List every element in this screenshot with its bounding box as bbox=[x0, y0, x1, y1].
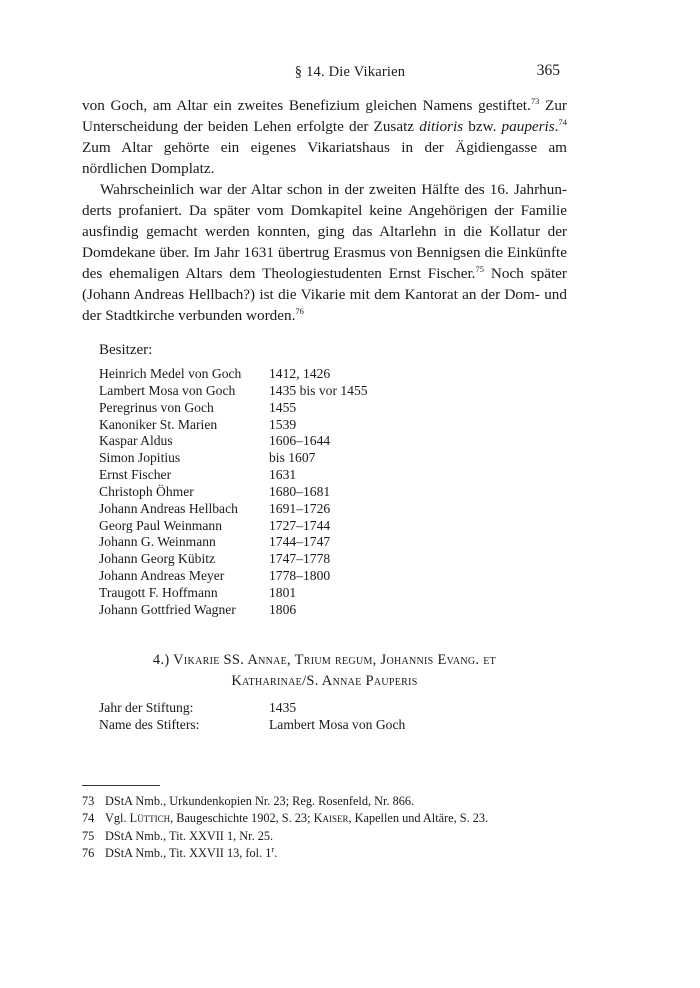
holder-name: Johann Georg Kübitz bbox=[99, 551, 216, 567]
holder-years: 1606–1644 bbox=[269, 433, 331, 449]
author-name: Lüttich bbox=[129, 811, 171, 826]
holder-years: 1727–1744 bbox=[269, 517, 331, 533]
holder-row bbox=[99, 568, 559, 585]
text-run: . bbox=[554, 118, 559, 135]
text-run: Wahrscheinlich war der Altar schon in der zweiten Hälfte des 16. Jahrhunderts profaniert. Da später vom Domkapitel keine Angehörigen der Familie ausfindig gemacht werden konnten, ging das Altarlehn in die Kollatur der Domdekane über. Im Jahr 1631 übertrug Erasmus von Bennigsen die Einkünfte des ehemaligen Altars dem Theologiestudenten Ernst Fischer. bbox=[82, 181, 567, 282]
holder-row bbox=[99, 518, 559, 535]
holder-name: Traugott F. Hoffmann bbox=[99, 584, 218, 600]
text-run: bzw. bbox=[463, 118, 502, 135]
footnote-75 bbox=[82, 828, 567, 845]
foundation-info bbox=[99, 700, 559, 734]
footnote-73 bbox=[82, 793, 567, 810]
holder-row bbox=[99, 400, 559, 417]
holder-years: 1631 bbox=[269, 467, 297, 483]
info-row-founder bbox=[99, 717, 559, 734]
info-value: Lambert Mosa von Goch bbox=[269, 716, 406, 732]
text-run: Zur Unterscheidung der beiden Lehen erfolgte der Zusatz bbox=[82, 97, 567, 135]
holder-row bbox=[99, 484, 559, 501]
holder-name: Lambert Mosa von Goch bbox=[99, 382, 236, 398]
footnote-ref-75[interactable]: 75 bbox=[475, 263, 484, 274]
info-label: Jahr der Stiftung: bbox=[99, 700, 194, 715]
holder-name: Christoph Öhmer bbox=[99, 483, 194, 499]
footnote-number: 76 bbox=[82, 846, 95, 861]
italic-term: pauperis bbox=[501, 118, 555, 135]
text-run: von Goch, am Altar ein zweites Benefizium gleichen Namens gestiftet. bbox=[82, 97, 531, 114]
holder-row bbox=[99, 417, 559, 434]
section-heading bbox=[82, 650, 567, 692]
holder-row bbox=[99, 467, 559, 484]
info-row-founding-year bbox=[99, 700, 559, 717]
page-number: 365 bbox=[536, 62, 560, 79]
footnote-text: DStA Nmb., Tit. XXVII 1, Nr. 25. bbox=[105, 828, 274, 843]
footnote-ref-76[interactable]: 76 bbox=[295, 305, 304, 316]
holder-name: Simon Jopitius bbox=[99, 450, 181, 466]
info-value: 1435 bbox=[269, 700, 297, 715]
italic-term: ditioris bbox=[419, 118, 464, 135]
paragraph-1 bbox=[82, 95, 567, 179]
holder-name: Kanoniker St. Marien bbox=[99, 416, 218, 432]
holder-row bbox=[99, 585, 559, 602]
footnote-number: 75 bbox=[82, 828, 95, 843]
holder-years: 1747–1778 bbox=[269, 551, 331, 567]
holder-years: 1806 bbox=[269, 601, 297, 617]
holder-years: 1412, 1426 bbox=[269, 366, 331, 381]
footnote-ref-73[interactable]: 73 bbox=[530, 95, 540, 106]
holder-years: 1801 bbox=[269, 584, 297, 600]
holder-row bbox=[99, 602, 559, 619]
footnote-divider bbox=[82, 785, 160, 786]
holder-years: 1691–1726 bbox=[269, 500, 331, 516]
holder-years: bis 1607 bbox=[269, 450, 316, 466]
holder-name: Johann Andreas Meyer bbox=[99, 568, 225, 584]
footnote-text: DStA Nmb., Urkundenkopien Nr. 23; Reg. Rosenfeld, Nr. 866. bbox=[105, 794, 415, 808]
holder-years: 1435 bis vor 1455 bbox=[269, 382, 368, 398]
holder-name: Johann Gottfried Wagner bbox=[99, 601, 236, 617]
holders-heading: Besitzer: bbox=[99, 342, 153, 358]
holder-years: 1455 bbox=[269, 399, 297, 415]
footnote-number: 73 bbox=[82, 794, 95, 808]
holder-name: Ernst Fischer bbox=[99, 467, 172, 483]
holder-row bbox=[99, 383, 559, 400]
footnote-76 bbox=[82, 845, 567, 862]
footnote-text: DStA Nmb., Tit. XXVII 13, fol. 1$^r$. bbox=[105, 844, 278, 861]
text-run: Noch später (Johann Andreas Hellbach?) ist die Vikarie mit dem Kantorat an der Dom- und der Stadtkirche verbunden worden. bbox=[82, 265, 567, 324]
holder-years: 1539 bbox=[269, 416, 297, 432]
holder-row bbox=[99, 534, 559, 551]
holder-name: Kaspar Aldus bbox=[99, 433, 173, 449]
holder-name: Heinrich Medel von Goch bbox=[99, 366, 242, 381]
footnote-text: Vgl. Lüttich, Baugeschichte 1902, S. 23; Kaiser, Kapellen und Altäre, S. 23. bbox=[105, 811, 489, 826]
text-run: Zum Altar gehörte ein eigenes Vikariatshaus in der Ägidiengasse am nördlichen Domplatz. bbox=[82, 139, 567, 177]
holder-row bbox=[99, 433, 559, 450]
paragraph-2 bbox=[82, 179, 567, 326]
holder-name: Georg Paul Weinmann bbox=[99, 517, 222, 533]
holder-years: 1744–1747 bbox=[269, 534, 331, 550]
holder-row bbox=[99, 366, 559, 383]
holder-years: 1680–1681 bbox=[269, 483, 331, 499]
holder-row bbox=[99, 450, 559, 467]
holder-years: 1778–1800 bbox=[269, 568, 331, 584]
section-heading-line-2: Katharinae/S. Annae Pauperis bbox=[231, 673, 418, 689]
running-header-title: § 14. Die Vikarien bbox=[294, 64, 406, 80]
author-name: Kaiser bbox=[313, 811, 349, 826]
holder-row bbox=[99, 551, 559, 568]
footnote-ref-74[interactable]: 74 bbox=[558, 116, 567, 127]
holder-row bbox=[99, 501, 559, 518]
holder-name: Johann G. Weinmann bbox=[99, 534, 216, 550]
footnotes bbox=[82, 793, 567, 863]
holder-name: Johann Andreas Hellbach bbox=[99, 500, 238, 516]
holders-list bbox=[99, 366, 559, 619]
section-heading-line-1: 4.) Vikarie SS. Annae, Trium regum, Johannis Evang. et bbox=[152, 652, 497, 668]
info-label: Name des Stifters: bbox=[99, 716, 200, 732]
holder-name: Peregrinus von Goch bbox=[99, 399, 214, 415]
footnote-74 bbox=[82, 810, 567, 827]
superscript: r bbox=[271, 844, 275, 855]
footnote-number: 74 bbox=[82, 811, 95, 826]
